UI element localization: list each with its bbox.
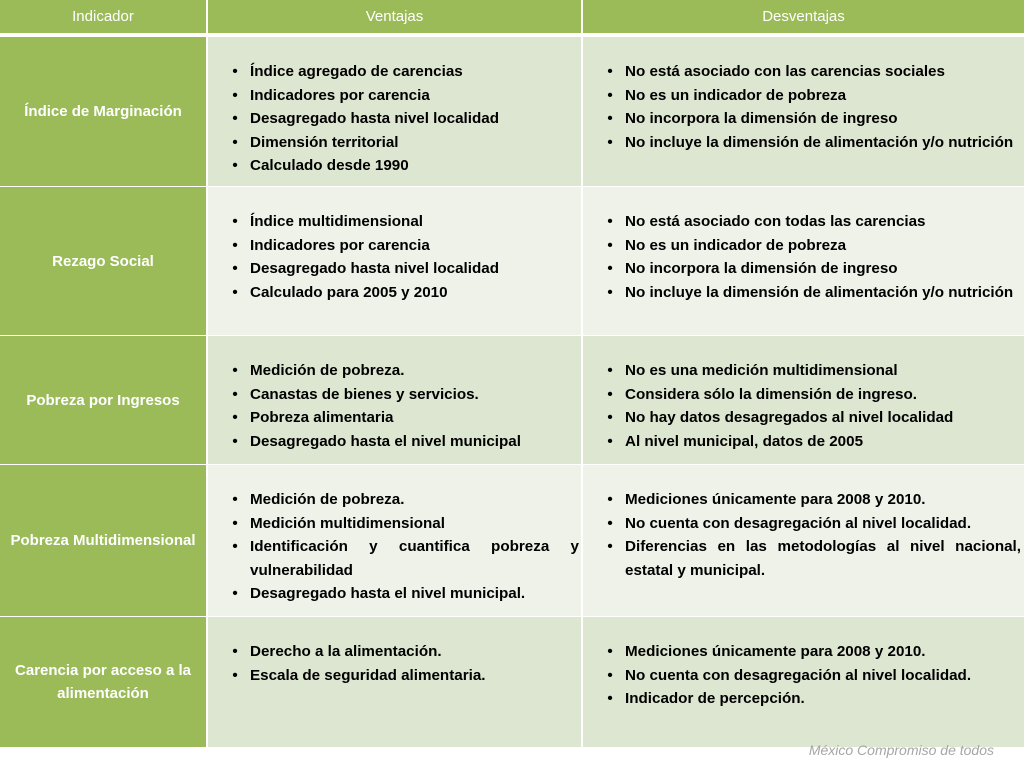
bullet-icon: • — [607, 643, 613, 660]
list-item — [603, 107, 1021, 131]
list-item — [228, 535, 579, 582]
list-item — [228, 60, 579, 84]
bullet-icon: • — [232, 666, 238, 684]
bullet-icon: • — [232, 643, 238, 660]
list-item — [228, 131, 579, 155]
bullet-icon: • — [232, 63, 238, 80]
bullet-icon: • — [607, 362, 613, 379]
list-item — [228, 154, 579, 178]
list-item-text: Canastas de bienes y servicios. — [250, 385, 479, 403]
list-item-text: Considera sólo la dimensión de ingreso. — [625, 385, 917, 403]
bullet-icon: • — [607, 538, 613, 555]
list-item-text: Indicadores por carencia — [250, 236, 430, 254]
header-indicador: Indicador — [0, 0, 208, 36]
desventajas-cell — [583, 336, 1024, 464]
list-item — [603, 488, 1021, 512]
list-item — [603, 383, 1021, 407]
list-item-text: Mediciones únicamente para 2008 y 2010. — [625, 643, 926, 660]
list-item — [228, 430, 579, 454]
ventajas-cell — [208, 465, 583, 616]
desventajas-cell — [583, 187, 1024, 335]
list-item — [228, 234, 579, 258]
ventajas-list — [228, 488, 579, 606]
header-ventajas: Ventajas — [208, 0, 583, 36]
bullet-icon: • — [232, 538, 238, 555]
list-item — [228, 383, 579, 407]
ventajas-list — [228, 359, 579, 453]
bullet-icon: • — [607, 491, 613, 508]
list-item — [228, 512, 579, 536]
list-item — [228, 84, 579, 108]
bullet-icon: • — [232, 385, 238, 403]
list-item-text: No está asociado con todas las carencias — [625, 213, 926, 230]
list-item — [228, 488, 579, 512]
list-item — [603, 210, 1021, 234]
list-item — [228, 640, 579, 664]
list-item-text: Desagregado hasta nivel localidad — [250, 260, 499, 277]
list-item-text: No es un indicador de pobreza — [625, 236, 847, 254]
bullet-icon: • — [232, 110, 238, 127]
bullet-icon: • — [607, 409, 613, 426]
list-item-text: Derecho a la alimentación. — [250, 643, 442, 660]
bullet-icon: • — [607, 385, 613, 403]
list-item-text: No cuenta con desagregación al nivel localidad. — [625, 514, 972, 532]
list-item — [603, 131, 1021, 155]
list-item — [228, 210, 579, 234]
indicator-label: Pobreza Multidimensional — [0, 465, 208, 616]
list-item — [603, 430, 1021, 454]
bullet-icon: • — [607, 63, 613, 80]
indicator-label: Rezago Social — [0, 187, 208, 335]
list-item — [603, 535, 1021, 582]
list-item — [603, 359, 1021, 383]
ventajas-cell — [208, 187, 583, 335]
list-item — [603, 84, 1021, 108]
list-item — [228, 107, 579, 131]
desventajas-list — [603, 210, 1021, 304]
bullet-icon: • — [232, 133, 238, 151]
indicator-label: Pobreza por Ingresos — [0, 336, 208, 464]
list-item-text: Medición de pobreza. — [250, 491, 405, 508]
bullet-icon: • — [232, 260, 238, 277]
desventajas-cell — [583, 37, 1024, 186]
ventajas-cell — [208, 37, 583, 186]
ventajas-cell — [208, 617, 583, 747]
bullet-icon: • — [232, 491, 238, 508]
bullet-icon: • — [232, 362, 238, 379]
bullet-icon: • — [232, 213, 238, 230]
desventajas-cell — [583, 617, 1024, 747]
bullet-icon: • — [607, 260, 613, 277]
list-item-text: Desagregado hasta el nivel municipal. — [250, 585, 526, 602]
list-item — [228, 664, 579, 688]
list-item-text: Identificación y cuantifica pobreza y vulnerabilidad — [250, 538, 579, 579]
list-item — [603, 640, 1021, 664]
bullet-icon: • — [232, 157, 238, 174]
list-item-text: No es un indicador de pobreza — [625, 86, 847, 104]
list-item-text: Índice agregado de carencias — [250, 63, 463, 80]
list-item-text: No está asociado con las carencias sociales — [625, 63, 945, 80]
bullet-icon: • — [232, 409, 238, 426]
list-item-text: Desagregado hasta el nivel municipal — [250, 432, 521, 450]
desventajas-list — [603, 488, 1021, 582]
bullet-icon: • — [607, 432, 613, 450]
indicator-label: Índice de Marginación — [0, 37, 208, 186]
indicator-label: Carencia por acceso a la alimentación — [0, 617, 208, 747]
bullet-icon: • — [232, 86, 238, 104]
bullet-icon: • — [607, 283, 613, 301]
list-item — [228, 406, 579, 430]
desventajas-list — [603, 60, 1021, 154]
list-item-text: No incorpora la dimensión de ingreso — [625, 110, 898, 127]
bullet-icon: • — [607, 213, 613, 230]
list-item-text: Medición multidimensional — [250, 514, 445, 532]
list-item-text: No cuenta con desagregación al nivel localidad. — [625, 666, 972, 684]
list-item-text: Dimensión territorial — [250, 133, 399, 151]
list-item — [603, 512, 1021, 536]
list-item-text: Desagregado hasta nivel localidad — [250, 110, 499, 127]
bullet-icon: • — [607, 86, 613, 104]
bullet-icon: • — [607, 110, 613, 127]
ventajas-list — [228, 60, 579, 178]
desventajas-cell — [583, 465, 1024, 616]
list-item — [228, 281, 579, 305]
ventajas-cell — [208, 336, 583, 464]
list-item — [603, 664, 1021, 688]
bullet-icon: • — [232, 236, 238, 254]
list-item-text: Calculado para 2005 y 2010 — [250, 283, 448, 301]
list-item-text: Diferencias en las metodologías al nivel nacional, estatal y municipal. — [625, 538, 1021, 579]
bullet-icon: • — [607, 666, 613, 684]
list-item-text: Escala de seguridad alimentaria. — [250, 666, 486, 684]
list-item-text: Indicador de percepción. — [625, 690, 805, 707]
list-item-text: No incluye la dimensión de alimentación y/o nutrición — [625, 133, 1014, 151]
list-item-text: Indicadores por carencia — [250, 86, 430, 104]
bullet-icon: • — [607, 133, 613, 151]
list-item — [603, 234, 1021, 258]
list-item-text: Calculado desde 1990 — [250, 157, 409, 174]
list-item-text: Índice multidimensional — [250, 213, 423, 230]
bullet-icon: • — [232, 585, 238, 602]
bullet-icon: • — [232, 432, 238, 450]
list-item — [603, 60, 1021, 84]
desventajas-list — [603, 640, 1021, 711]
header-desventajas: Desventajas — [583, 0, 1024, 36]
bullet-icon: • — [607, 514, 613, 532]
list-item — [228, 359, 579, 383]
list-item — [603, 406, 1021, 430]
list-item — [603, 687, 1021, 711]
footer-slogan: México Compromiso de todos — [808, 742, 994, 758]
list-item-text: No hay datos desagregados al nivel localidad — [625, 409, 954, 426]
list-item-text: No incluye la dimensión de alimentación y/o nutrición — [625, 283, 1014, 301]
list-item — [603, 281, 1021, 305]
ventajas-list — [228, 640, 579, 687]
list-item — [228, 582, 579, 606]
list-item — [228, 257, 579, 281]
bullet-icon: • — [232, 283, 238, 301]
list-item-text: No incorpora la dimensión de ingreso — [625, 260, 898, 277]
ventajas-list — [228, 210, 579, 304]
list-item-text: Medición de pobreza. — [250, 362, 405, 379]
list-item-text: Pobreza alimentaria — [250, 409, 394, 426]
list-item-text: Mediciones únicamente para 2008 y 2010. — [625, 491, 926, 508]
list-item-text: No es una medición multidimensional — [625, 362, 898, 379]
list-item-text: Al nivel municipal, datos de 2005 — [625, 432, 864, 450]
bullet-icon: • — [607, 236, 613, 254]
list-item — [603, 257, 1021, 281]
desventajas-list — [603, 359, 1021, 453]
bullet-icon: • — [607, 690, 613, 707]
bullet-icon: • — [232, 514, 238, 532]
